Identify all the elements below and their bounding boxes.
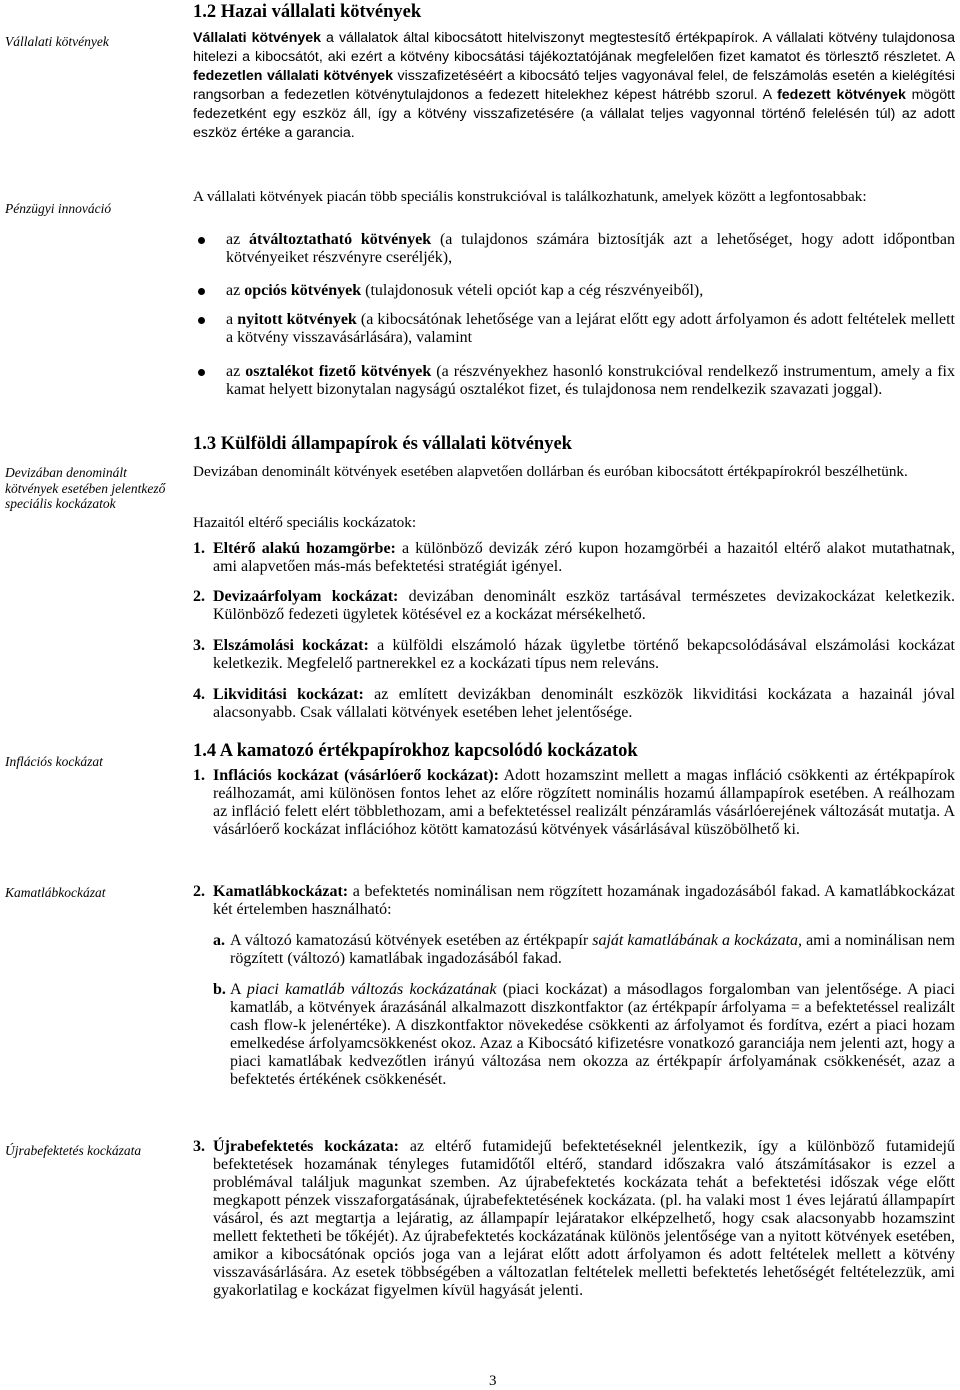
risk-item-text: devizában denominált eszköz tartásával természetes devizakockázat keletkezik. Különböző fedezeti ügyletek kötésével ez a kockázat mérsékelhető. bbox=[213, 588, 956, 623]
section-heading-1-2: 1.2 Hazai vállalati kötvények bbox=[193, 2, 422, 22]
section-1-2-intro-paragraph bbox=[193, 29, 955, 143]
intro-text-3: mögött fedezetként egy eszköz áll, így a kötvény visszafizetésére (a vállalat teljes vagyonnal történő felelésén túl) az adott eszköz értéke a garancia. bbox=[193, 87, 955, 141]
risk-item-term: Eltérő alakú hozamgörbe: bbox=[213, 540, 396, 557]
bullet-text-pre: a bbox=[226, 311, 238, 328]
sub-item-letter: b. bbox=[213, 981, 226, 998]
margin-note-financial-innovation: Pénzügyi innováció bbox=[5, 201, 112, 216]
bullet-text-post: (a kibocsátónak lehetősége van a lejárat előtt egy adott árfolyamon és adott feltételek mellett a kötvény visszavásárlására), valamint bbox=[226, 311, 956, 346]
sub-item-text-pre: A bbox=[230, 981, 247, 998]
bullet-term: átváltoztatható kötvények bbox=[249, 231, 432, 248]
intro-text-2: visszafizetéséért a kibocsátó teljes vagyonával felel, de felszámolás esetén a kielégítési rangsorban a fedezetlen kötvénytulajdonos a fedezett hitelekhez képest hátrébb szorul. A bbox=[193, 68, 956, 103]
bullet-term: osztalékot fizető kötvények bbox=[245, 363, 432, 380]
bullet-term: opciós kötvények bbox=[244, 282, 362, 299]
risk-item-number: 1. bbox=[193, 540, 205, 557]
bullet-text-post: (tulajdonosuk vételi opciót kap a cég részvényeiből), bbox=[361, 282, 704, 299]
section-1-3-paragraph-1: Devizában denominált kötvények esetében alapvetően dollárban és euróban kibocsátott értékpapírokról beszélhetünk. bbox=[193, 463, 908, 480]
margin-note-inflation-risk: Inflációs kockázat bbox=[5, 754, 103, 769]
risk-item-term: Elszámolási kockázat: bbox=[213, 637, 369, 654]
intro-text-1: a vállalatok által kibocsátott hitelviszonyt megtestesítő értékpapírok. A vállalati kötvény tulajdonosa hitelezi a kibocsátót, aki ezért a kötvény kibocsátási tájékoztatójának megfelelően fizet kamatot és törlesztő részletet. A bbox=[193, 30, 956, 65]
risk-item-term: Inflációs kockázat (vásárlóerő kockázat): bbox=[213, 767, 499, 784]
risk-item-text: a külföldi elszámoló házak ügyletbe történő bekapcsolódásával elszámolási kockázat keletkezik. Megfelelő partnerekkel ez a kockázati típus nem releváns. bbox=[213, 637, 955, 672]
bullet-text-pre: az bbox=[226, 282, 245, 299]
sub-item-text-pre: A változó kamatozású kötvények esetében az értékpapír bbox=[230, 932, 593, 949]
risk-item-term: Kamatlábkockázat: bbox=[213, 883, 349, 900]
margin-note-corporate-bonds: Vállalati kötvények bbox=[5, 34, 109, 49]
section-heading-1-4: 1.4 A kamatozó értékpapírokhoz kapcsolódó kockázatok bbox=[193, 741, 638, 761]
risk-item-text: a különböző devizák zéró kupon hozamgörbéi a hazaitól eltérő alakot mutathatnak, ami alapvetően más-más befektetési stratégiát igényel. bbox=[213, 540, 955, 575]
margin-note-foreign-currency-risks: Devizában denominált kötvények esetében jelentkező speciális kockázatok bbox=[5, 465, 166, 511]
bullet-text-pre: az bbox=[226, 231, 250, 248]
section-1-2-paragraph-2: A vállalati kötvények piacán több speciális konstrukcióval is találkozhatunk, amelyek között a legfontosabbak: bbox=[193, 188, 867, 205]
risk-item-text: az eltérő futamidejű befektetéseknél jelentkezik, így a különböző futamidejű befektetések hozamának tényleges futamidőtől eltérő, standard időszakra való átszámításakor is ezzel a problémával találjuk magunkat szemben. Az újrabefektetés kockázata tehát a befektetési időszak vége előtt megkapott pénzek visszaforgatásának, újrabefektetésének kockázata. (pl. ha valaki most 1 éves lejáratú állampapírt vásárol, és azt megtartja a lejáratig, az állampapír lejáratakor elképzelhető, hogy csak alacsonyabb hozamszint mellett fektetheti be tőkéjét). Az újrabefektetés kockázatának különös jelentősége van a nyitott kötvények esetében, amikor a kibocsátónak opciós joga van a lejárat előtt adott árfolyamon és adott feltételek mellett a kötvény visszavásárlására. Az esetek többségében a változatlan feltételek melletti befektetés lehetőségét feltételezzük, ami gyakorlatilag e kockázat figyelmen kívül hagyását jelenti. bbox=[213, 1138, 955, 1299]
bullet-dot-icon bbox=[198, 288, 205, 295]
bullet-dot-icon bbox=[198, 317, 205, 324]
risk-item-text: az említett devizákban denominált eszközök likviditási kockázata a hazainál jóval alacsonyabb. Csak vállalati kötvények esetében lehet jelentősége. bbox=[213, 686, 955, 721]
page-number: 3 bbox=[489, 1373, 497, 1389]
sub-item-emphasis: saját kamatlábának a kockázata, bbox=[592, 932, 803, 949]
sub-item-emphasis: piaci kamatláb változás kockázatának bbox=[246, 981, 497, 998]
margin-note-interest-rate-risk: Kamatlábkockázat bbox=[5, 885, 106, 900]
risk-item-text: Adott hozamszint mellett a magas infláció csökkenti az értékpapírok reálhozamát, ami különösen fontos lehet az előre rögzített nominális hozamú állampapírok esetében. A reálhozam az infláció felett elért többlethozam, ami a befektetéssel realizált pénzáramlás vásárlóerejének változását mutatja. A vásárlóerő kockázat inflációhoz kötött kamatozású kötvények vásárlásával küszöbölhető ki. bbox=[213, 767, 955, 838]
risk-item-term: Likviditási kockázat: bbox=[213, 686, 364, 703]
bullet-term: nyitott kötvények bbox=[237, 311, 357, 328]
bullet-text-pre: az bbox=[226, 363, 246, 380]
section-heading-1-3: 1.3 Külföldi állampapírok és vállalati kötvények bbox=[193, 434, 572, 454]
risk-item-term: Újrabefektetés kockázata: bbox=[213, 1138, 399, 1155]
risk-item-number: 3. bbox=[193, 637, 205, 654]
risk-item-number: 4. bbox=[193, 686, 205, 703]
risk-item-number: 2. bbox=[193, 883, 205, 900]
risk-item-number: 3. bbox=[193, 1138, 205, 1155]
bullet-dot-icon bbox=[198, 369, 205, 376]
risk-item-text: a befektetés nominálisan nem rögzített hozamának ingadozásából fakad. A kamatlábkockázat két értelemben használható: bbox=[213, 883, 955, 918]
term-secured-bonds: fedezett kötvények bbox=[777, 87, 906, 103]
bullet-text-post: (a tulajdonos számára biztosítják azt a lehetőséget, hogy adott időpontban kötvényeiket részvényre cseréljék), bbox=[226, 231, 956, 266]
risk-item-term: Devizaárfolyam kockázat: bbox=[213, 588, 399, 605]
bullet-text-post: (a részvényekhez hasonló konstrukcióval rendelkező instrumentum, amely a fix kamat helyett bizonytalan nagyságú osztalékot fizet, és tulajdonosa nem rendelkezik szavazati joggal). bbox=[226, 363, 955, 398]
term-unsecured-bonds: fedezetlen vállalati kötvények bbox=[193, 68, 393, 84]
sub-item-letter: a. bbox=[213, 932, 225, 949]
bullet-dot-icon bbox=[198, 237, 205, 244]
sub-item-text-post: ami a nominálisan nem rögzített (változó) kamatlábak ingadozásából fakad. bbox=[230, 932, 955, 967]
risk-item-number: 1. bbox=[193, 767, 205, 784]
term-corporate-bonds: Vállalati kötvények bbox=[193, 30, 322, 46]
margin-note-reinvestment-risk: Újrabefektetés kockázata bbox=[5, 1143, 142, 1158]
section-1-3-paragraph-2: Hazaitól eltérő speciális kockázatok: bbox=[193, 514, 417, 531]
risk-item-number: 2. bbox=[193, 588, 205, 605]
sub-item-text-post: (piaci kockázat) a másodlagos forgalomban van jelentősége. A piaci kamatláb, a kötvények árazásánál alkalmazott diszkontfaktor (az értékpapír árfolyama = a befektetéssel realizált cash flow-k jelenértéke). A diszkontfaktor növekedése csökkenti az árfolyamot és fordítva, ezért a piaci hozam emelkedése árfolyamcsökkenést okoz. Azaz a Kibocsátó kifizetésre vonatkozó garanciája nem jelenti azt, hogy a piaci kamatlábak kedvezőtlen irányú változása nem okozza az értékpapír árfolyamának csökkenését, azaz a befektetés értékének csökkenését. bbox=[230, 981, 956, 1088]
